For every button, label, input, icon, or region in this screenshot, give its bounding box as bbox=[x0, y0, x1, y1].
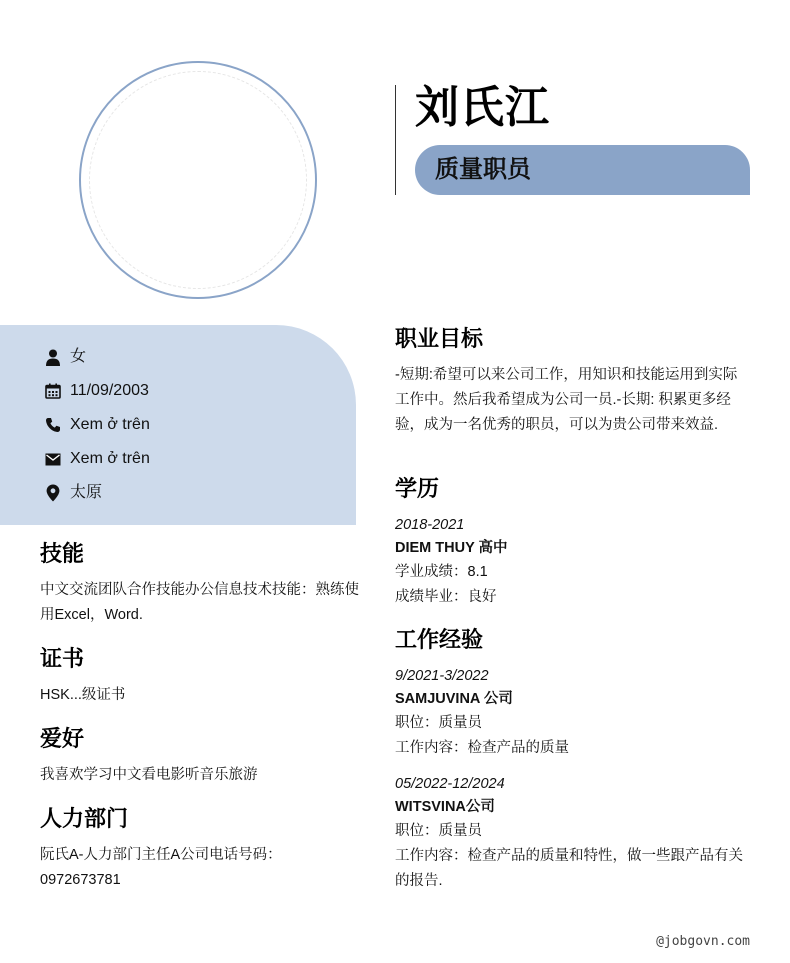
experience-position: 职位：质量员 bbox=[395, 715, 482, 731]
certificates-heading: 证书 bbox=[40, 646, 85, 671]
certificates-section bbox=[40, 645, 360, 708]
contact-gender bbox=[44, 345, 86, 369]
experience-entry bbox=[395, 773, 755, 894]
experience-entry bbox=[395, 665, 755, 761]
education-school: DIEM THUY 高中 bbox=[395, 540, 508, 556]
experience-duty: 工作内容：检查产品的质量和特性，做一些跟产品有关的报告. bbox=[395, 848, 743, 889]
header-divider bbox=[395, 85, 396, 195]
mail-icon bbox=[44, 450, 62, 468]
gender-value: 女 bbox=[70, 348, 87, 365]
education-grade: 学业成绩：8.1 bbox=[395, 564, 488, 580]
hobbies-text: 我喜欢学习中文看电影听音乐旅游 bbox=[40, 767, 258, 783]
hr-heading: 人力部门 bbox=[40, 806, 129, 831]
education-heading: 学历 bbox=[395, 476, 440, 501]
avatar-photo bbox=[79, 61, 317, 299]
hr-text: 阮氏A-人力部门主任A公司电话号码：0972673781 bbox=[40, 847, 282, 888]
experience-section bbox=[395, 626, 755, 894]
address-value: 太原 bbox=[70, 484, 103, 501]
education-section bbox=[395, 475, 755, 610]
contact-email bbox=[44, 447, 150, 471]
watermark: @jobgovn.com bbox=[656, 934, 750, 949]
user-icon bbox=[44, 348, 62, 366]
hobbies-heading: 爱好 bbox=[40, 726, 85, 751]
experience-duty: 工作内容：检查产品的质量 bbox=[395, 740, 569, 756]
skills-heading: 技能 bbox=[40, 541, 85, 566]
job-title-badge bbox=[415, 145, 750, 195]
experience-position: 职位：质量员 bbox=[395, 823, 482, 839]
job-title: 质量职员 bbox=[435, 156, 531, 183]
experience-period: 9/2021-3/2022 bbox=[395, 668, 489, 684]
objective-text: -短期:希望可以来公司工作，用知识和技能运用到实际工作中。然后我希望成为公司一员.-长期: 积累更多经验，成为一名优秀的职员，可以为贵公司带来效益. bbox=[395, 367, 738, 433]
hr-section bbox=[40, 805, 360, 893]
experience-heading: 工作经验 bbox=[395, 627, 484, 652]
skills-text: 中文交流团队合作技能办公信息技术技能：熟练使用Excel，Word. bbox=[40, 582, 359, 623]
candidate-name: 刘氏江 bbox=[415, 83, 550, 132]
birthday-value: 11/09/2003 bbox=[70, 382, 149, 399]
contact-phone bbox=[44, 413, 150, 437]
certificates-text: HSK...级证书 bbox=[40, 687, 126, 703]
education-period: 2018-2021 bbox=[395, 517, 465, 533]
objective-heading: 职业目标 bbox=[395, 326, 484, 351]
calendar-icon bbox=[44, 382, 62, 400]
contact-panel bbox=[0, 325, 356, 525]
avatar-inner bbox=[89, 71, 307, 289]
contact-address bbox=[44, 481, 102, 505]
skills-section bbox=[40, 540, 360, 628]
email-value: Xem ở trên bbox=[70, 450, 150, 467]
experience-period: 05/2022-12/2024 bbox=[395, 776, 505, 792]
experience-company: SAMJUVINA 公司 bbox=[395, 691, 513, 707]
experience-company: WITSVINA公司 bbox=[395, 799, 495, 815]
education-entry bbox=[395, 514, 755, 610]
contact-birthday bbox=[44, 379, 149, 403]
education-graduation: 成绩毕业：良好 bbox=[395, 589, 497, 605]
location-icon bbox=[44, 484, 62, 502]
objective-section bbox=[395, 325, 755, 438]
phone-value: Xem ở trên bbox=[70, 416, 150, 433]
hobbies-section bbox=[40, 725, 360, 788]
header bbox=[395, 85, 750, 195]
phone-icon bbox=[44, 416, 62, 434]
